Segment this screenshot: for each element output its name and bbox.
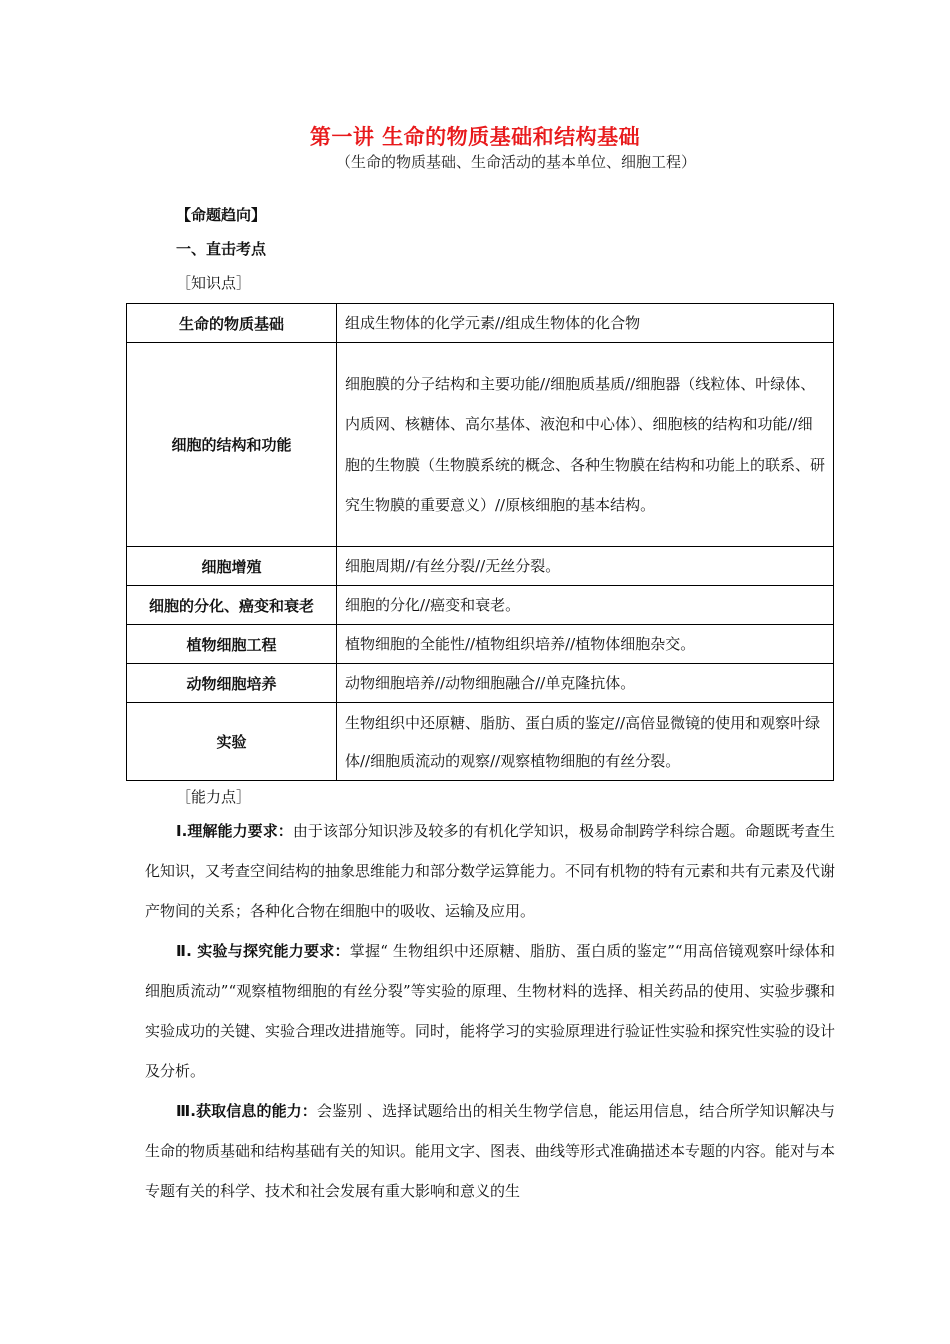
table-content-cell: 植物细胞的全能性//植物组织培养//植物体细胞杂交。: [337, 625, 834, 664]
table-topic-cell: 细胞的结构和功能: [127, 343, 337, 547]
table-content-cell: 细胞周期//有丝分裂//无丝分裂。: [337, 547, 834, 586]
subsection-heading: 一、直击考点: [176, 240, 267, 258]
knowledge-label: ［知识点］: [176, 274, 252, 292]
ability-label: ［能力点］: [176, 788, 252, 806]
ability-paragraph: [145, 811, 835, 931]
knowledge-table: [126, 303, 834, 781]
table-content-cell: 生物组织中还原糖、脂肪、蛋白质的鉴定//高倍显微镜的使用和观察叶绿体//细胞质流动的观察//观察植物细胞的有丝分裂。: [337, 703, 834, 781]
ability-paragraph: [145, 931, 835, 1091]
table-row: [127, 703, 834, 781]
table-content-cell: 组成生物体的化学元素//组成生物体的化合物: [337, 304, 834, 343]
table-row: [127, 664, 834, 703]
table-row: [127, 547, 834, 586]
table-row: [127, 304, 834, 343]
table-content-cell: 细胞膜的分子结构和主要功能//细胞质基质//细胞器（线粒体、叶绿体、内质网、核糖体、高尔基体、液泡和中心体）、细胞核的结构和功能//细胞的生物膜（生物膜系统的概念、各种生物膜在结构和功能上的联系、研究生物膜的重要意义）//原核细胞的基本结构。: [337, 343, 834, 547]
table-row: [127, 586, 834, 625]
document-subtitle: （生命的物质基础、生命活动的基本单位、细胞工程）: [336, 153, 697, 171]
table-row: [127, 625, 834, 664]
ability-text: 会鉴别 、选择试题给出的相关生物学信息，能运用信息，结合所学知识解决与生命的物质基础和结构基础有关的知识。能用文字、图表、曲线等形式准确描述本专题的内容。能对与本专题有关的科学、技术和社会发展有重大影响和意义的生: [145, 1102, 836, 1200]
ability-text: 由于该部分知识涉及较多的有机化学知识，极易命制跨学科综合题。命题既考查生化知识，又考查空间结构的抽象思维能力和部分数学运算能力。不同有机物的特有元素和共有元素及代谢产物间的关系；各种化合物在细胞中的吸收、运输及应用。: [145, 822, 836, 920]
table-topic-cell: 动物细胞培养: [127, 664, 337, 703]
table-topic-cell: 生命的物质基础: [127, 304, 337, 343]
table-topic-cell: 实验: [127, 703, 337, 781]
table-content-cell: 细胞的分化//癌变和衰老。: [337, 586, 834, 625]
table-topic-cell: 细胞增殖: [127, 547, 337, 586]
ability-lead: Ⅱ. 实验与探究能力要求：: [176, 942, 350, 960]
table-topic-cell: 植物细胞工程: [127, 625, 337, 664]
ability-paragraph: [145, 1091, 835, 1211]
ability-lead: Ⅰ.理解能力要求：: [176, 822, 293, 840]
table-topic-cell: 细胞的分化、癌变和衰老: [127, 586, 337, 625]
table-content-cell: 动物细胞培养//动物细胞融合//单克隆抗体。: [337, 664, 834, 703]
section-heading: 【命题趋向】: [176, 206, 267, 224]
ability-text: 掌握“ 生物组织中还原糖、脂肪、蛋白质的鉴定”“用高倍镜观察叶绿体和细胞质流动”“观察植物细胞的有丝分裂”等实验的原理、生物材料的选择、相关药品的使用、实验步骤和实验成功的关键、实验合理改进措施等。同时，能将学习的实验原理进行验证性实验和探究性实验的设计及分析。: [145, 942, 836, 1080]
ability-lead: Ⅲ.获取信息的能力：: [176, 1102, 317, 1120]
document-title: 第一讲 生命的物质基础和结构基础: [309, 125, 641, 149]
table-row: [127, 343, 834, 547]
